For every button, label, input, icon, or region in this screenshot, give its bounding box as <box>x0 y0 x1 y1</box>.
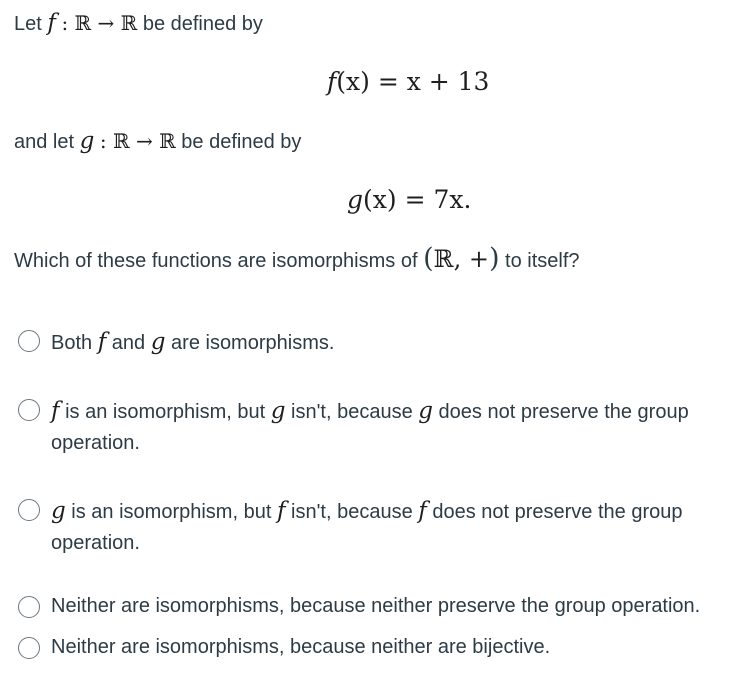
option-text-part: isn't, because <box>291 401 413 423</box>
option-f-symbol: f <box>418 498 427 524</box>
radio-button[interactable] <box>18 330 40 352</box>
second-g-symbol: g <box>79 128 95 154</box>
second-g-mapping: : ℝ → ℝ <box>99 129 176 153</box>
option-text-part: does not preserve the group operation. <box>51 501 683 554</box>
option-5-text: Neither are isomorphisms, because neither are bijective. <box>51 636 551 658</box>
option-1-text <box>51 327 740 359</box>
option-g-symbol: g <box>270 398 286 424</box>
radio-button[interactable] <box>18 499 40 521</box>
intro-line <box>14 10 263 37</box>
option-text-part: and <box>111 332 146 354</box>
option-text-part: are isomorphisms. <box>171 332 335 354</box>
radio-button[interactable] <box>18 637 40 659</box>
question-close-paren: ) <box>488 243 500 274</box>
option-4-text: Neither are isomorphisms, because neither preserve the group operation. <box>51 595 701 617</box>
option-3-text <box>51 496 740 559</box>
option-g-symbol: g <box>51 498 66 524</box>
answer-option-5[interactable] <box>18 632 740 664</box>
option-f-symbol: f <box>97 329 107 355</box>
answer-option-1[interactable] <box>18 327 740 359</box>
option-text-part: Both <box>51 332 93 354</box>
option-text-part: is an isomorphism, but <box>65 401 266 423</box>
intro-f-symbol: f <box>47 10 56 36</box>
g-def-rest: (x) = 7x. <box>363 185 472 214</box>
question-group: ℝ, + <box>433 245 489 273</box>
question-prefix: Which of these functions are isomorphisms of <box>14 250 418 272</box>
question-line <box>14 243 580 277</box>
second-and-let: and let <box>14 131 75 153</box>
option-text-part: is an isomorphism, but <box>71 501 272 523</box>
second-line <box>14 128 301 155</box>
g-def-lhs: g <box>347 185 364 214</box>
radio-button[interactable] <box>18 596 40 618</box>
f-def-lhs: f <box>327 67 337 96</box>
question-open-paren: ( <box>423 243 434 274</box>
f-def-rest: (x) = x + 13 <box>336 67 490 96</box>
option-text-part: isn't, because <box>291 501 413 523</box>
answer-option-3[interactable] <box>18 496 740 560</box>
radio-button[interactable] <box>18 399 40 421</box>
answer-option-2[interactable] <box>18 396 740 460</box>
question-suffix: to itself? <box>505 250 580 272</box>
answer-option-4[interactable] <box>18 591 740 623</box>
option-f-symbol: f <box>276 498 286 524</box>
option-g-symbol: g <box>418 398 433 424</box>
option-g-symbol: g <box>150 329 166 355</box>
intro-f-mapping: : ℝ → ℝ <box>61 11 138 35</box>
second-be-defined-by: be defined by <box>181 131 302 153</box>
intro-let: Let <box>14 13 42 35</box>
option-text-part: does not preserve the group operation. <box>51 401 689 454</box>
f-definition <box>327 67 489 97</box>
g-definition <box>347 185 471 215</box>
option-f-symbol: f <box>51 398 60 424</box>
intro-be-defined-by: be defined by <box>142 13 263 35</box>
option-2-text <box>51 396 740 459</box>
